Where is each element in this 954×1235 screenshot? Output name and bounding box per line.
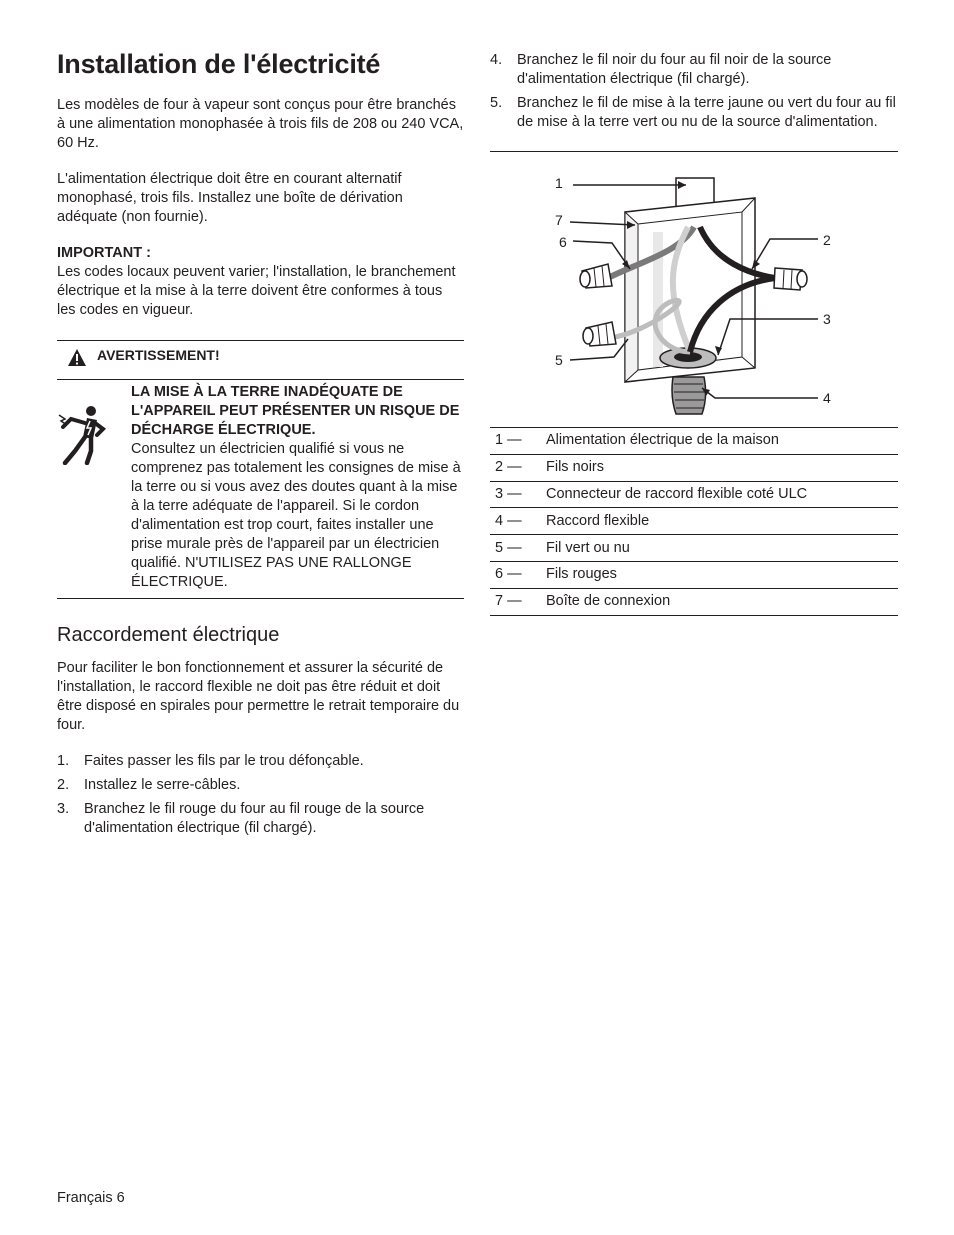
list-item: 5. Branchez le fil de mise à la terre jaune ou vert du four au fil de mise à la terre vert ou nu de la source d'alimentation. xyxy=(490,95,896,130)
callout-5: 5 xyxy=(555,352,563,368)
callout-1: 1 xyxy=(555,175,563,191)
table-row: 4 — Raccord flexible xyxy=(490,508,898,535)
legend-table xyxy=(490,427,898,616)
page-footer: Français 6 xyxy=(57,1190,125,1206)
steps-list-left xyxy=(57,752,464,838)
callout-4: 4 xyxy=(823,390,831,406)
callout-3: 3 xyxy=(823,311,831,327)
left-column xyxy=(57,40,464,843)
page-title: Installation de l'électricité xyxy=(57,49,381,79)
table-row: 1 — Alimentation électrique de la maison xyxy=(490,428,898,455)
warning-header xyxy=(57,341,464,380)
section-heading: Raccordement électrique xyxy=(57,624,280,646)
table-row: 2 — Fils noirs xyxy=(490,455,898,482)
important-label: IMPORTANT : xyxy=(57,245,151,261)
warning-bold-text: LA MISE À LA TERRE INADÉQUATE DE L'APPAREIL PEUT PRÉSENTER UN RISQUE DE DÉCHARGE ÉLECTRIQUE. xyxy=(131,384,460,438)
table-row: 6 — Fils rouges xyxy=(490,562,898,589)
right-column xyxy=(490,40,898,616)
callout-6: 6 xyxy=(559,234,567,250)
raccordement-section xyxy=(57,623,464,838)
warning-title: AVERTISSEMENT! xyxy=(97,346,220,363)
raccordement-paragraph: Pour faciliter le bon fonctionnement et assurer la sécurité de l'installation, le raccord flexible ne doit pas être réduit et doit être disposé en spirales pour permettre le retrait temporaire du four. xyxy=(57,660,460,733)
list-item: 4. Branchez le fil noir du four au fil noir de la source d'alimentation électrique (fil chargé). xyxy=(490,52,832,87)
warning-triangle-icon xyxy=(67,347,87,373)
list-item: 1. Faites passer les fils par le trou défonçable. xyxy=(57,753,364,769)
table-row: 7 — Boîte de connexion xyxy=(490,589,898,616)
list-item: 2. Installez le serre-câbles. xyxy=(57,777,241,793)
table-row: 5 — Fil vert ou nu xyxy=(490,535,898,562)
junction-box-diagram xyxy=(490,152,898,427)
intro-paragraph-1: Les modèles de four à vapeur sont conçus pour être branchés à une alimentation monophasée à trois fils de 208 ou 240 VCA, 60 Hz. xyxy=(57,97,464,151)
table-row: 3 — Connecteur de raccord flexible coté ULC xyxy=(490,482,898,509)
warning-box xyxy=(57,340,464,599)
warning-body-text: Consultez un électricien qualifié si vous ne comprenez pas totalement les consignes de mise à la terre ou si vous avez des doutes quant à la mise à la terre adéquate de l'appareil. Si le cordon d'alimentation est trop court, faites installer une prise murale près de l'appareil par un électricien qualifié. N'UTILISEZ PAS UNE RALLONGE ÉLECTRIQUE. xyxy=(131,441,461,590)
intro-paragraph-2: L'alimentation électrique doit être en courant alternatif monophasé, trois fils. Installez une boîte de dérivation adéquate (non fournie). xyxy=(57,171,403,225)
steps-list-right xyxy=(490,51,898,132)
warning-body xyxy=(57,380,464,598)
callout-7: 7 xyxy=(555,212,563,228)
list-item: 3. Branchez le fil rouge du four au fil rouge de la source d'alimentation électrique (fil chargé). xyxy=(57,801,425,836)
important-text: Les codes locaux peuvent varier; l'installation, le branchement électrique et la mise à la terre doivent être conformes à tous les codes en vigueur. xyxy=(57,264,456,318)
callout-2: 2 xyxy=(823,232,831,248)
electric-shock-icon xyxy=(57,383,131,592)
